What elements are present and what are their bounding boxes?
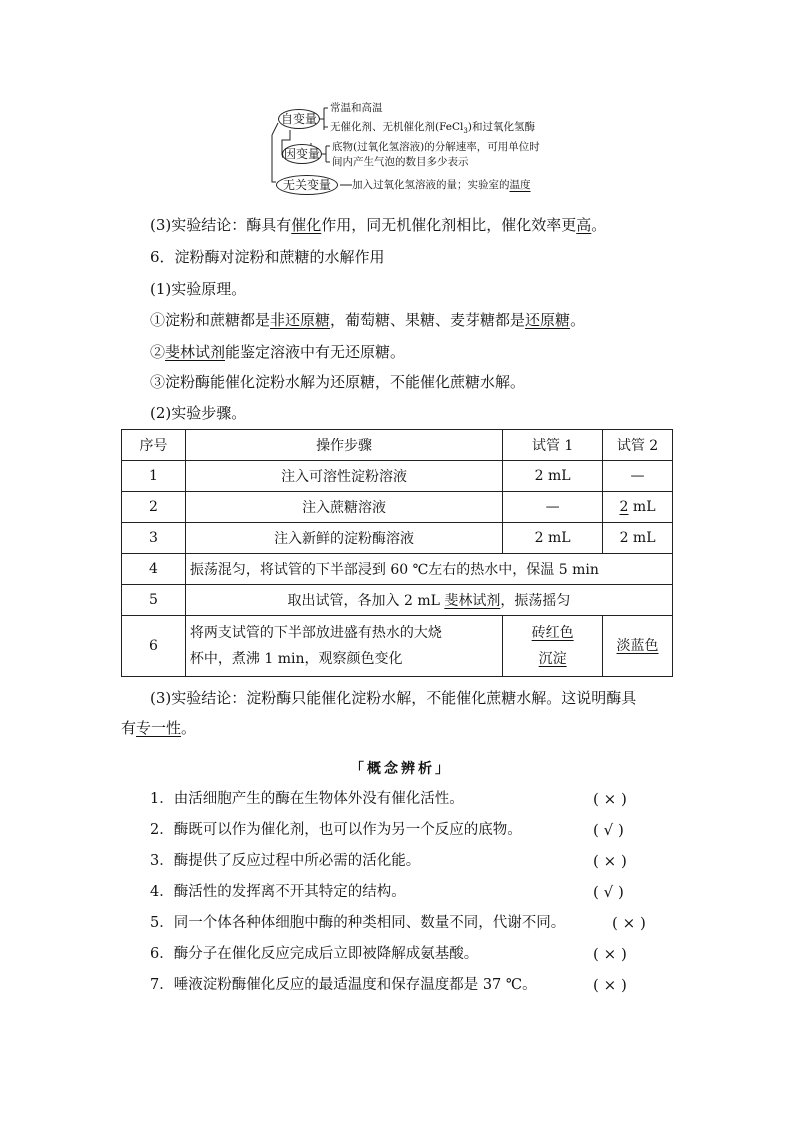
dependent-line-2: 间内产生气泡的数目多少表示 — [332, 156, 469, 168]
principle-3: ③淀粉酶能催化淀粉水解为还原糖，不能催化蔗糖水解。 — [150, 373, 526, 391]
experiment-steps-table — [121, 429, 673, 677]
steps-heading: (2)实验步骤。 — [150, 404, 247, 422]
question-1: 1．由活细胞产生的酶在生物体外没有催化活性。 — [150, 791, 464, 807]
answer-mark-6: ( × ) — [593, 945, 627, 963]
cell-index: 3 — [122, 523, 186, 554]
cell-tube-1: — — [503, 492, 603, 523]
cell-tube-2: 2 mL — [603, 492, 673, 523]
question-6: 6．酶分子在催化反应完成后立即被降解成氨基酸。 — [150, 946, 479, 962]
section-6-heading: 6．淀粉酶对淀粉和蔗糖的水解作用 — [150, 248, 385, 266]
independent-item-1: 常温和高温 — [330, 102, 383, 114]
irrelevant-text: 加入过氧化氢溶液的量；实验室的温度 — [352, 179, 531, 191]
independent-item-2: 无催化剂、无机催化剂(FeCl$_3$)和过氧化氢酶 — [330, 121, 535, 136]
dependent-variable-oval: 因变量 — [282, 144, 322, 164]
answer-mark-5: ( × ) — [612, 914, 646, 932]
answer-mark-4: ( √ ) — [593, 883, 624, 901]
cell-procedure: 注入新鲜的淀粉酶溶液 — [185, 523, 502, 554]
conclusion-specificity-cont: 有专一性。 — [121, 719, 197, 737]
question-4: 4．酶活性的发挥离不开其特定的结构。 — [150, 884, 406, 900]
header-tube-2: 试管 2 — [603, 430, 673, 461]
cell-tube-1: 2 mL — [503, 461, 603, 492]
principle-heading: (1)实验原理。 — [150, 280, 247, 298]
table-row — [122, 523, 673, 554]
cell-index: 6 — [122, 616, 186, 677]
table-row — [122, 585, 673, 616]
cell-index: 4 — [122, 554, 186, 585]
concept-title: 「概念辨析」 — [350, 761, 452, 777]
question-5: 5．同一个体各种体细胞中酶的种类相同、数量不同，代谢不同。 — [150, 915, 566, 931]
table-row — [122, 492, 673, 523]
principle-1: ①淀粉和蔗糖都是非还原糖，葡萄糖、果糖、麦芽糖都是还原糖。 — [150, 311, 586, 329]
answer-mark-3: ( × ) — [593, 852, 627, 870]
dependent-line-1: 底物(过氧化氢溶液)的分解速率，可用单位时 — [332, 141, 540, 153]
header-procedure: 操作步骤 — [185, 430, 502, 461]
table-row — [122, 461, 673, 492]
answer-mark-2: ( √ ) — [593, 821, 624, 839]
cell-tube-1: 2 mL — [503, 523, 603, 554]
table-row — [122, 616, 673, 677]
question-7: 7．唾液淀粉酶催化反应的最适温度和保存温度都是 37 ℃。 — [150, 977, 537, 993]
header-tube-1: 试管 1 — [503, 430, 603, 461]
cell-procedure: 注入蔗糖溶液 — [185, 492, 502, 523]
independent-variable-oval: 自变量 — [278, 109, 320, 129]
cell-procedure: 注入可溶性淀粉溶液 — [185, 461, 502, 492]
cell-index: 2 — [122, 492, 186, 523]
cell-index: 1 — [122, 461, 186, 492]
answer-mark-1: ( × ) — [593, 790, 627, 808]
cell-tube-2: — — [603, 461, 673, 492]
cell-procedure: 取出试管，各加入 2 mL 斐林试剂，振荡摇匀 — [185, 585, 672, 616]
principle-2: ②斐林试剂能鉴定溶液中有无还原糖。 — [150, 343, 406, 361]
table-row — [122, 554, 673, 585]
cell-tube-2: 2 mL — [603, 523, 673, 554]
conclusion-specificity: (3)实验结论：淀粉酶只能催化淀粉水解，不能催化蔗糖水解。这说明酶具 — [150, 689, 637, 707]
cell-index: 5 — [122, 585, 186, 616]
table-header-row — [122, 430, 673, 461]
cell-tube-1: 砖红色 沉淀 — [503, 616, 603, 677]
header-index: 序号 — [122, 430, 186, 461]
irrelevant-variable-oval: 无关变量 — [276, 175, 338, 195]
cell-tube-2: 淡蓝色 — [603, 616, 673, 677]
answer-mark-7: ( × ) — [593, 976, 627, 994]
question-3: 3．酶提供了反应过程中所必需的活化能。 — [150, 853, 421, 869]
cell-procedure: 振荡混匀，将试管的下半部浸到 60 ℃左右的热水中，保温 5 min — [185, 554, 672, 585]
cell-procedure: 将两支试管的下半部放进盛有热水的大烧 杯中，煮沸 1 min，观察颜色变化 — [185, 616, 502, 677]
conclusion-enzyme-catalysis: (3)实验结论：酶具有催化作用，同无机催化剂相比，催化效率更高。 — [150, 216, 607, 234]
variable-diagram — [270, 100, 570, 195]
question-2: 2．酶既可以作为催化剂，也可以作为另一个反应的底物。 — [150, 822, 522, 838]
